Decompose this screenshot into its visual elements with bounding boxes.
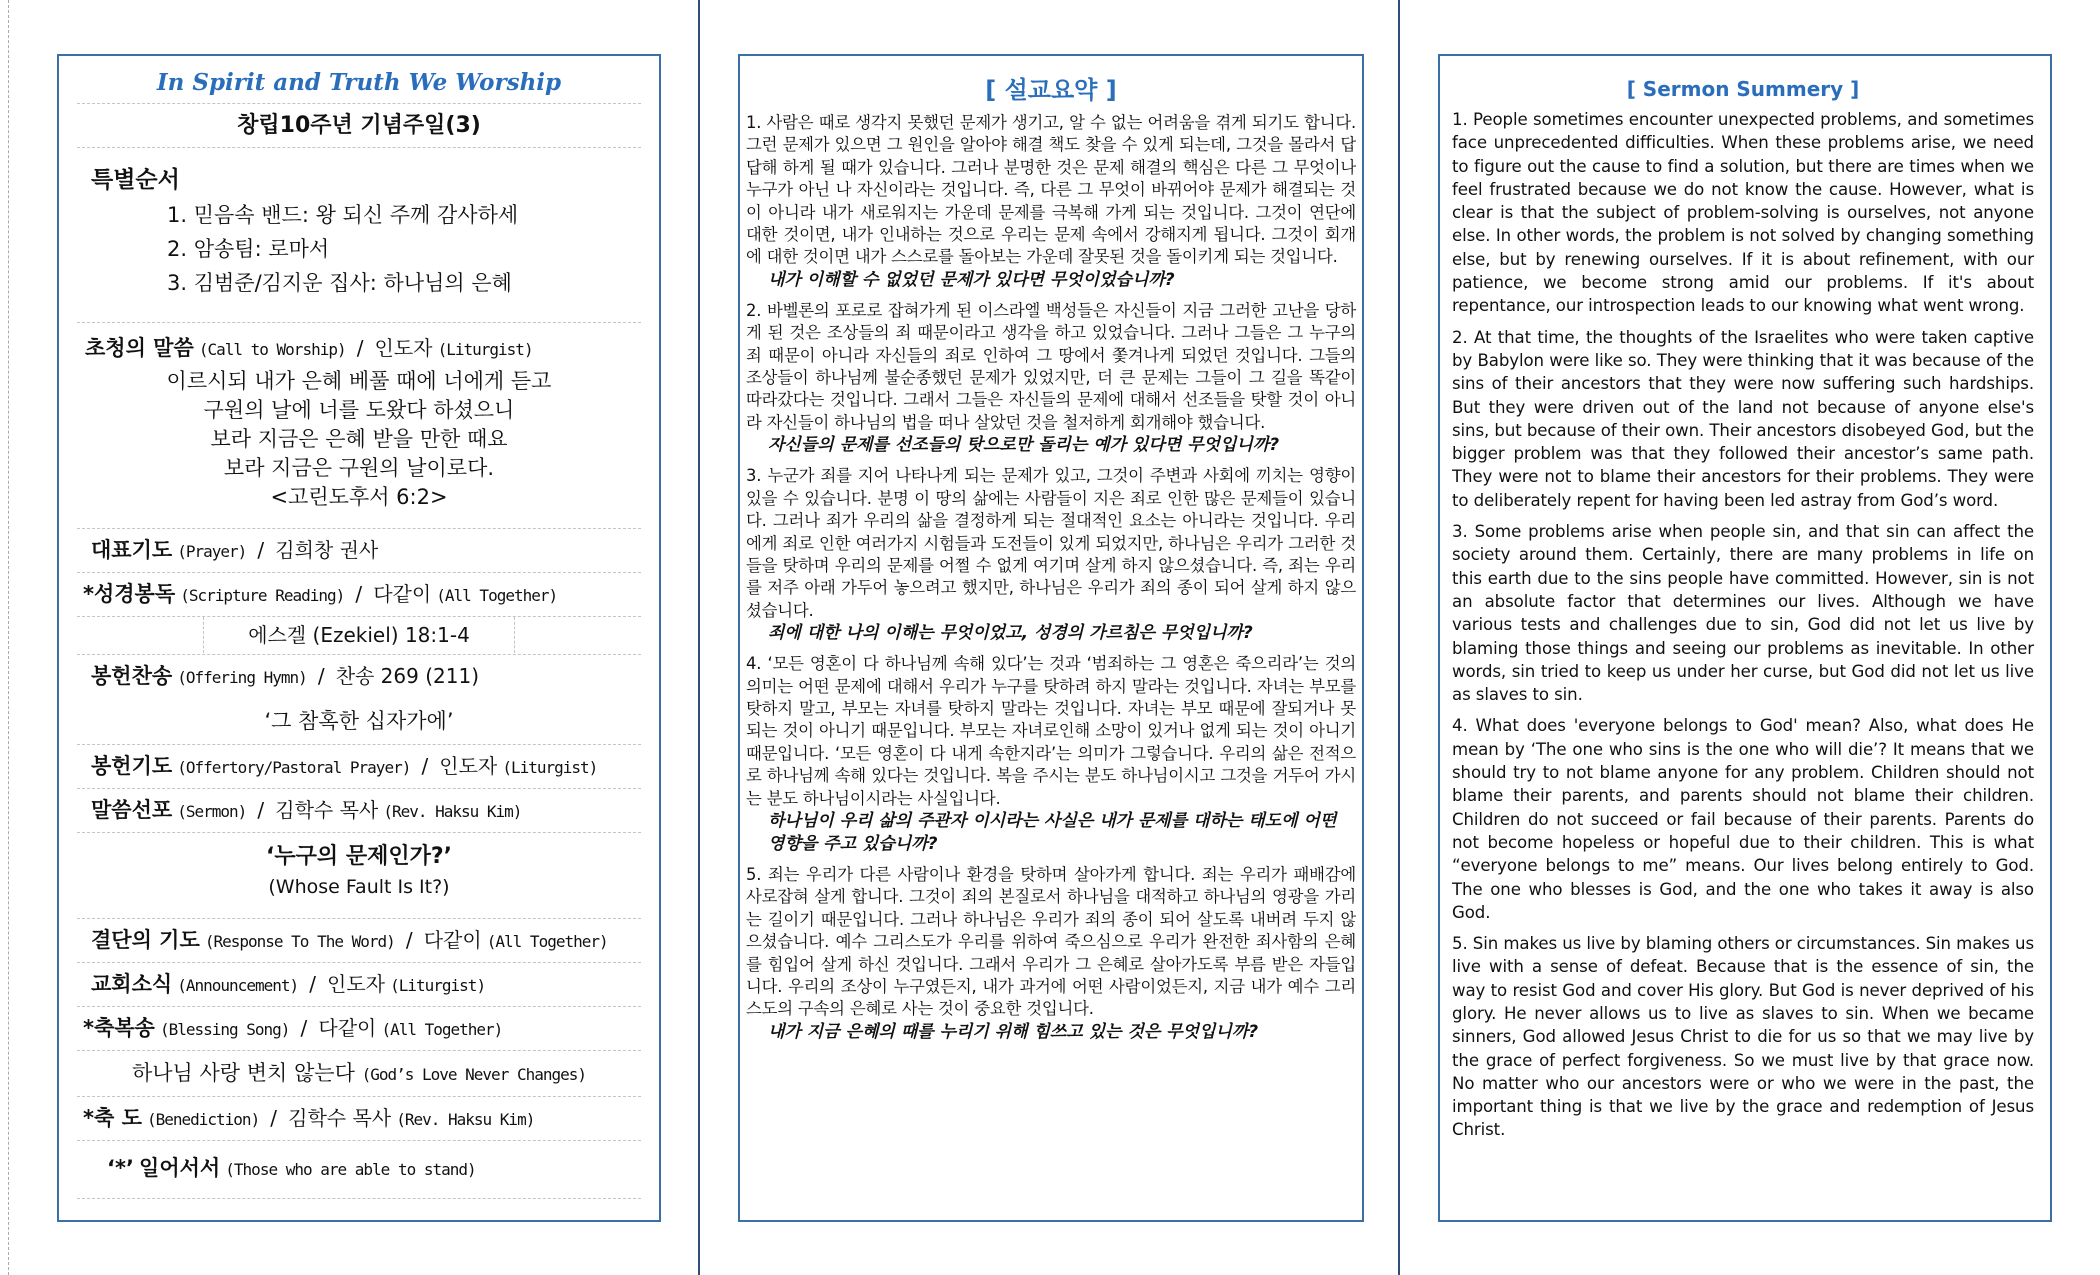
korean-summary-paragraph: 3. 누군가 죄를 지어 나타나게 되는 문제가 있고, 그것이 주변과 사회에 끼치는 영향이 있을 수 있습니다. 분명 이 땅의 삶에는 사람들이 지은 죄로 인한 많은 문제들이 있습니다. 그러나 죄가 우리의 삶을 결정하게 되는 절대적인 요소는 아니라는 것입니다. 우리에게 죄로 인한 여러가지 시험들과 도전들이 있게 되었지만, 하나님은 우리가 그러한 것들을 탓하며 우리의 문제를 어쩔 수 없게 여기며 살게 하지 않으셨습니다. 즉, 죄는 우리를 저주 아래 가두어 놓으려고 했지만, 하나님은 우리가 죄의 종이 되어 살게 하지 않으셨습니다. — [746, 466, 1356, 620]
response-row — [77, 919, 641, 963]
stand-note-mark: ‘*’ — [107, 1156, 134, 1180]
blessing-song-label-en: (Blessing Song) — [159, 1020, 290, 1039]
verse-line: 이르시되 내가 은혜 베풀 때에 너에게 듣고 — [166, 369, 552, 393]
sermon-person: 김학수 목사 — [275, 798, 379, 822]
prayer-label: 대표기도 — [91, 538, 173, 562]
english-summary-paragraph: 5. Sin makes us live by blaming others or circumstances. Sin makes us live with a sense of defeat. Because that is the essence of sin, the way to resist God and cover His glory. But God is never deprived of his glory. He never allows us to live as slaves to sin. When we became sinners, God allowed Jesus Christ to die for us so that we may live by the grace of perfect forgiveness. So we must live by that grace now. No matter who our ancestors were or who we were in the past, the important thing is that we live by the grace and redemption of Jesus Christ. — [1452, 934, 2034, 1140]
separator: / — [421, 754, 429, 778]
verse-reference: <고린도후서 6:2> — [270, 485, 448, 509]
reference-book-ko: 에스겔 — [248, 623, 307, 647]
verse-line: 보라 지금은 은혜 받을 만한 때요 — [210, 427, 508, 451]
sermon-label: 말씀선포 — [91, 798, 173, 822]
english-summary-title: [ Sermon Summery ] — [1626, 77, 1860, 101]
korean-summary-paragraph: 4. ‘모든 영혼이 다 하나님께 속해 있다’는 것과 ‘범죄하는 그 영혼은 죽으리라’는 것의 의미는 어떤 문제에 대해서 우리가 누구를 탓하려 하지 말라는 것입니다. 자녀는 부모를 탓하지 말고, 부모는 자녀를 탓하지 말라는 것입니다. 자녀는 부모 때문에 잘되거나 못되는 것이 아니기 때문입니다. 부모는 자녀로인해 소망이 있거나 없게 되는 것이 아니기 때문입니다. ‘모든 영혼이 다 내게 속한지라’는 의미가 그렇습니다. 우리의 삶은 전적으로 하나님께 속해 있다는 것입니다. 복을 주시는 분도 하나님이시고 그것을 거두어 가시는 분도 하나님이시라는 사실입니다. — [746, 654, 1356, 808]
sermon-label-en: (Sermon) — [177, 802, 247, 821]
offering-hymn-label-en: (Offering Hymn) — [177, 668, 307, 687]
reading-label-en: (Scripture Reading) — [180, 586, 345, 605]
sermon-person-en: (Rev. Haksu Kim) — [383, 802, 522, 821]
offertory-label-en: (Offertory/Pastoral Prayer) — [177, 758, 411, 777]
sermon-row — [77, 789, 641, 833]
stand-note-row — [77, 1141, 641, 1199]
sermon-title-ko: ‘누구의 문제인가?’ — [266, 844, 452, 869]
separator: / — [257, 798, 265, 822]
scripture-reading-row — [77, 573, 641, 617]
blessing-song-person-en: (All Together) — [381, 1020, 503, 1039]
reading-label: *성경봉독 — [83, 582, 176, 606]
separator: / — [300, 1016, 308, 1040]
korean-sermon-summary-panel — [738, 54, 1364, 1222]
announcement-person: 인도자 — [327, 972, 386, 996]
special-item: 1. 믿음속 밴드: 왕 되신 주께 감사하세 — [167, 203, 519, 227]
bulletin-title-ko: 창립10주년 기념주일(3) — [77, 104, 641, 148]
special-item: 3. 김범준/김지운 집사: 하나님의 은혜 — [167, 271, 512, 295]
english-summary-paragraph: 4. What does 'everyone belongs to God' mean? Also, what does He mean by ‘The one who sins is the one who will die’? It means that we should try to not blame anyone for any problem. Children should not blame their parents, and parents should not blame their children. Children do not succeed or fail because of their parents. Parents do not become hopeless or hopeful due to their children. This is what “everyone belongs to me” means. Our lives belong entirely to God. The one who blesses is God, and the one who takes it away is also God. — [1452, 716, 2034, 922]
offertory-label: 봉헌기도 — [91, 754, 173, 778]
scripture-reference-row — [77, 617, 641, 655]
separator: / — [317, 664, 325, 688]
offering-hymn-row — [77, 655, 641, 699]
offertory-person: 인도자 — [439, 754, 498, 778]
separator: / — [309, 972, 316, 996]
response-label-en: (Response To The Word) — [204, 932, 395, 951]
benediction-person: 김학수 목사 — [288, 1106, 392, 1130]
reading-person: 다같이 — [373, 582, 432, 606]
reading-person-en: (All Together) — [436, 586, 558, 605]
bulletin-title-en: In Spirit and Truth We Worship — [77, 56, 641, 104]
separator: / — [270, 1106, 278, 1130]
announcement-person-en: (Liturgist) — [390, 976, 486, 995]
fold-line-2 — [1398, 0, 1400, 1275]
offering-hymn-label: 봉헌찬송 — [91, 664, 173, 688]
reflection-question: 하나님이 우리 삶의 주관자 이시라는 사실은 내가 문제를 대하는 태도에 어떤 영향을 주고 있습니까? — [768, 810, 1337, 854]
special-program — [77, 148, 641, 323]
reference-book-en: (Ezekiel) — [312, 623, 399, 647]
offering-hymn-number: 찬송 269 (211) — [335, 664, 479, 688]
korean-summary-paragraph: 1. 사람은 때로 생각지 못했던 문제가 생기고, 알 수 없는 어려움을 겪게 되기도 합니다. 그런 문제가 있으면 그 원인을 알아야 해결 책도 찾을 수 있게 되는데, 그것을 몰라서 답답해 하게 될 때가 있습니다. 그러나 분명한 것은 문제 해결의 핵심은 다른 그 무엇이나 누구가 아닌 나 자신이라는 것입니다. 즉, 다른 그 무엇이 바뀌어야 문제가 해결되는 것이 아니라 내가 새로워지는 가운데 문제를 극복해 가게 되는 것입니다. 그것이 연단에 대한 것이면, 내가 인내하는 것으로 우리는 문제 속에서 강해지게 됩니다. 그것이 회개에 대한 것이면 내가 스스로를 돌아보는 가운데 잘못된 것을 돌이키게 되는 것입니다. — [746, 113, 1356, 267]
fold-line-1 — [698, 0, 700, 1275]
announcement-label-en: (Announcement) — [177, 976, 299, 995]
reflection-question: 자신들의 문제를 선조들의 탓으로만 돌리는 예가 있다면 무엇입니까? — [768, 435, 1280, 456]
benediction-label: *축 도 — [83, 1106, 142, 1130]
blessing-song-title — [77, 1051, 641, 1097]
prayer-row — [77, 529, 641, 573]
separator: / — [355, 582, 363, 606]
prayer-person: 김희창 권사 — [275, 538, 379, 562]
hymn-title: ‘그 참혹한 십자가에’ — [77, 699, 641, 745]
sermon-title-en: (Whose Fault Is It?) — [268, 876, 450, 898]
stand-note-en: (Those who are able to stand) — [225, 1160, 476, 1179]
separator: / — [405, 928, 413, 952]
call-to-worship — [77, 323, 641, 529]
blessing-song-row — [77, 1007, 641, 1051]
verse-line: 보라 지금은 구원의 날이로다. — [223, 456, 495, 480]
scripture-reference — [203, 617, 515, 653]
separator: / — [356, 336, 364, 360]
english-sermon-summary-panel — [1438, 54, 2052, 1222]
reflection-question: 내가 지금 은혜의 때를 누리기 위해 힘쓰고 있는 것은 무엇입니까? — [768, 1021, 1259, 1042]
call-leader: 인도자 — [374, 336, 433, 360]
offertory-row — [77, 745, 641, 789]
korean-summary-title: [ 설교요약 ] — [985, 76, 1117, 104]
separator: / — [257, 538, 265, 562]
reference-verse: 18:1-4 — [404, 623, 470, 647]
blessing-song-label: *축복송 — [83, 1016, 155, 1040]
english-summary-paragraph: 3. Some problems arise when people sin, and that sin can affect the society around them. Certainly, there are many problems in life on this earth due to the sins people have committed. However, sin is not an absolute factor that determines our lives. Although we have various tests and challenges due to sin, God did not let us live by blaming those things and seeing our problems as inevitable. In other words, sin tried to keep us under her curse, but God did not let us live as slaves to sin. — [1452, 522, 2034, 705]
reflection-question: 내가 이해할 수 없었던 문제가 있다면 무엇이었습니까? — [768, 269, 1175, 290]
korean-summary-paragraph: 2. 바벨론의 포로로 잡혀가게 된 이스라엘 백성들은 자신들이 지금 그러한 고난을 당하게 된 것은 조상들의 죄 때문이라고 생각을 하고 있었습니다. 그러나 그들은 그 누구의 죄 때문이 아니라 자신들의 죄로 인하여 그 땅에서 쫓겨나게 되었던 것입니다. 그들의 조상들이 하나님께 불순종했던 문제가 있었지만, 더 큰 문제는 그들이 그 길을 똑같이 따라갔다는 것입니다. 그래서 그들은 자신들의 문제에 대해서 선조들을 탓할 것이 아니라 자신들이 하나님의 법을 떠나 살았던 것을 철저하게 회개해야 했습니다. — [746, 300, 1356, 432]
announcement-row — [77, 963, 641, 1007]
special-program-title: 특별순서 — [91, 167, 180, 193]
response-person: 다같이 — [423, 928, 482, 952]
benediction-row — [77, 1097, 641, 1141]
response-label: 결단의 기도 — [91, 928, 200, 952]
call-label: 초청의 말씀 — [85, 336, 194, 360]
benediction-person-en: (Rev. Haksu Kim) — [396, 1110, 535, 1129]
verse-line: 구원의 날에 너를 도왔다 하셨으니 — [203, 398, 515, 422]
order-of-worship-panel — [57, 54, 661, 1222]
reflection-question: 죄에 대한 나의 이해는 무엇이었고, 성경의 가르침은 무엇입니까? — [768, 623, 1253, 644]
prayer-label-en: (Prayer) — [177, 542, 247, 561]
left-dashed-guide — [8, 0, 9, 1275]
korean-summary-paragraph: 5. 죄는 우리가 다른 사람이나 환경을 탓하며 살아가게 합니다. 죄는 우리가 패배감에 사로잡혀 살게 합니다. 그것이 죄의 본질로서 하나님을 대적하고 하나님의 영광을 가리는 길이기 때문입니다. 그러나 하나님은 우리가 죄의 종이 되어 살도록 내버려 두지 않으셨습니다. 예수 그리스도가 우리를 위하여 죽으심으로 우리가 완전한 죄사함의 은혜를 힘입어 살게 하신 것입니다. 그래서 우리가 그 은혜로 살아가도록 부름 받은 자들입니다. 우리의 조상이 누구였든지, 내가 과거에 어떤 사람이었든지, 지금 내가 예수 그리스도의 구속의 은혜로 사는 것이 중요한 것입니다. — [746, 864, 1356, 1019]
blessing-song-person: 다같이 — [318, 1016, 377, 1040]
response-person-en: (All Together) — [486, 932, 608, 951]
blessing-song-title-ko: 하나님 사랑 변치 않는다 — [131, 1061, 355, 1085]
english-summary-paragraph: 1. People sometimes encounter unexpected problems, and sometimes face unprecedented difficulties. When these problems arise, we need to figure out the cause to find a solution, but there are times when we feel frustrated because we do not know the cause. However, what is clear is that the subject of problem-solving is ourselves, not anyone else. In other words, the problem is not solved by changing something else, but by renewing ourselves. If it is about refinement, with our patience, we become strong amid our problems. If it's about repentance, our introspection leads to our knowing what went wrong. — [1452, 110, 2034, 316]
call-label-en: (Call to Worship) — [198, 340, 346, 359]
call-leader-en: (Liturgist) — [437, 340, 533, 359]
call-to-worship-header — [77, 331, 641, 367]
announcement-label: 교회소식 — [91, 972, 173, 996]
stand-note-ko: 일어서서 — [139, 1156, 221, 1180]
sermon-title — [77, 833, 641, 919]
blessing-song-title-en: (God’s Love Never Changes) — [361, 1065, 587, 1084]
english-summary-paragraph: 2. At that time, the thoughts of the Israelites who were taken captive by Babylon were like so. They were thinking that it was because of the sins of their ancestors that they were now suffering such hardships. But they were driven out of the land not because of anyone else's sins, but because of their own. Their ancestors disobeyed God, but the bigger problem was that they followed their ancestor’s same path. They were not to blame their ancestors for their problems. They were to deliberately repent for having been led astray from God’s word. — [1452, 327, 2034, 510]
benediction-label-en: (Benediction) — [146, 1110, 260, 1129]
offertory-person-en: (Liturgist) — [502, 758, 598, 777]
special-item: 2. 암송팀: 로마서 — [167, 237, 330, 261]
